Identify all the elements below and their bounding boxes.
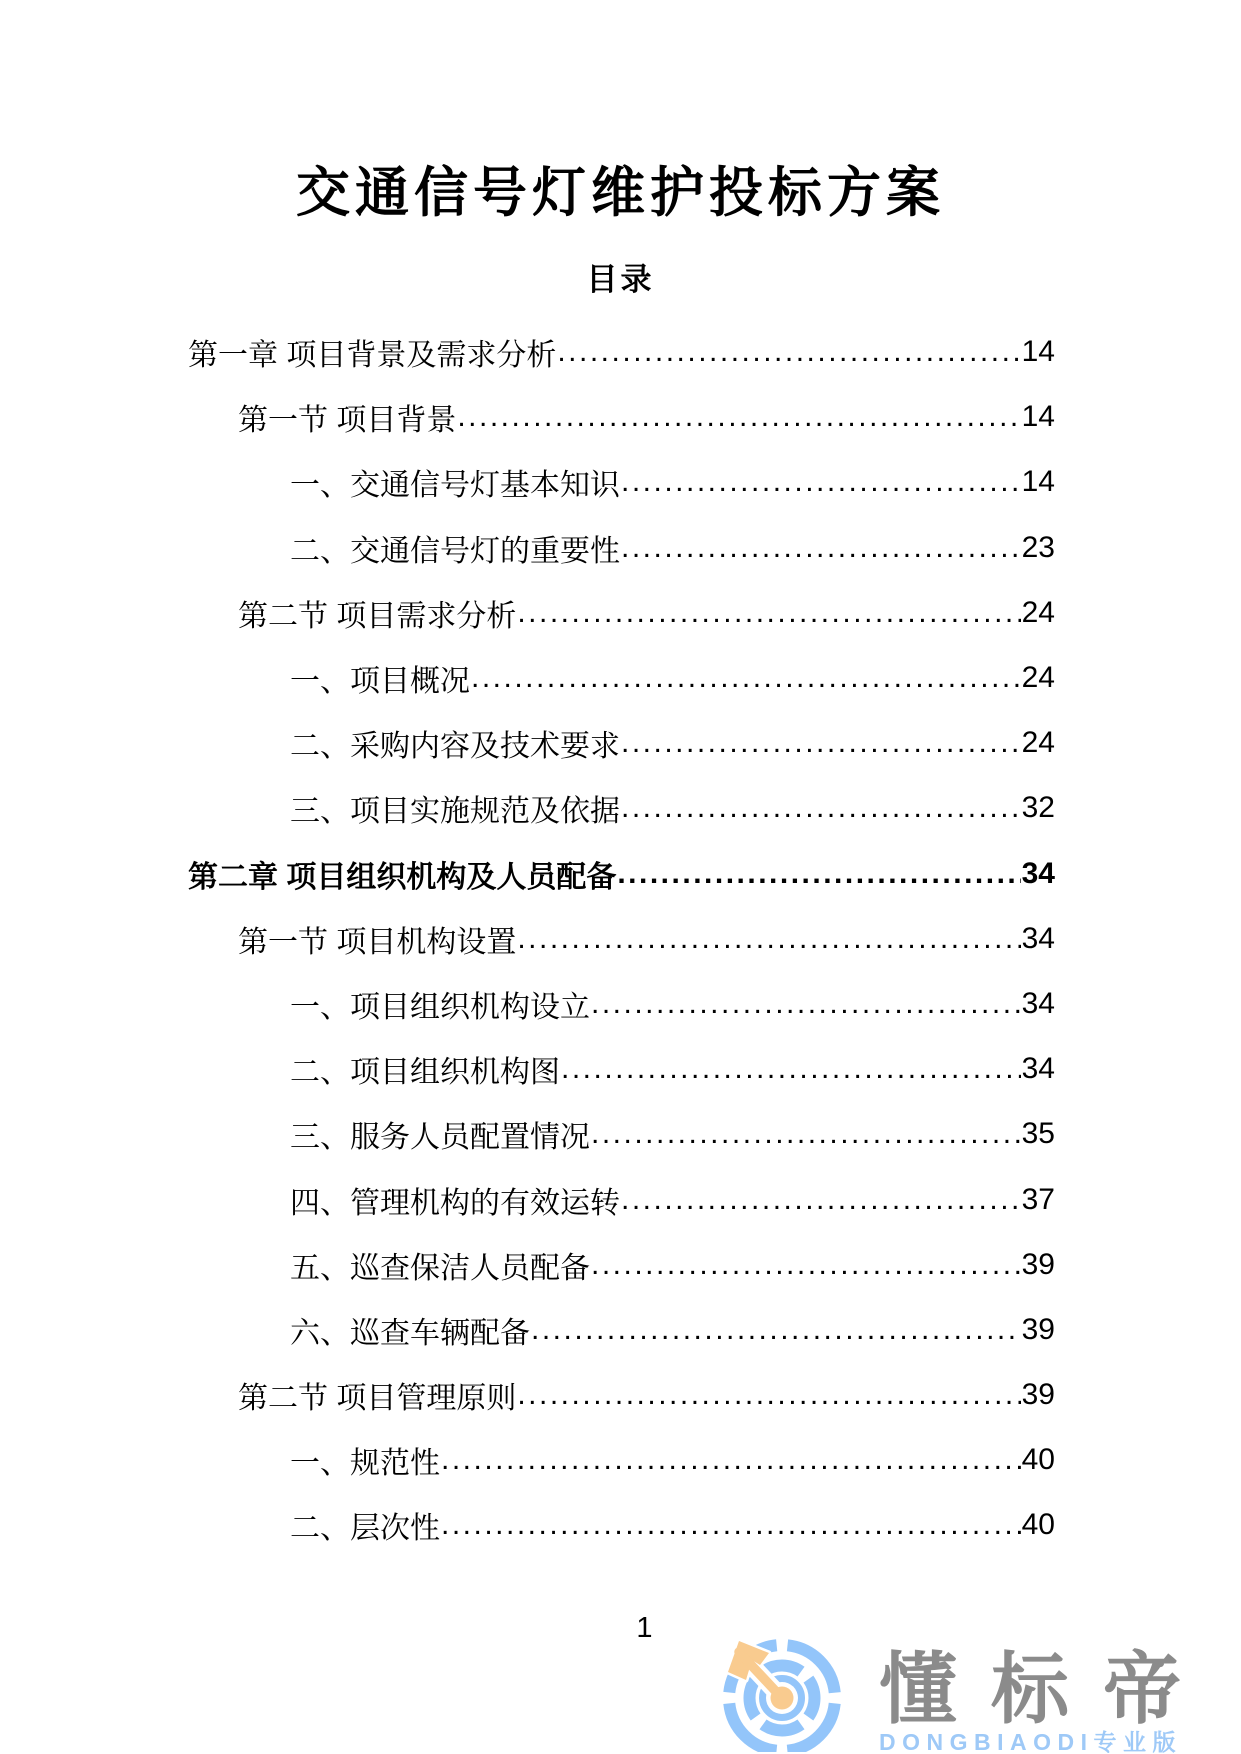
toc-entry-text: 第一节 项目机构设置 (238, 925, 517, 959)
toc-entry[interactable] (188, 971, 1055, 1036)
toc-entry[interactable] (188, 385, 1055, 450)
toc-entry[interactable] (188, 1362, 1055, 1427)
toc-entry-page: 39 (1021, 1378, 1055, 1412)
toc-entry-text: 三、项目实施规范及依据 (290, 795, 620, 829)
toc-entry-page: 34 (1021, 1052, 1055, 1086)
target-dart-icon (723, 1638, 841, 1752)
dot-leader (517, 922, 1020, 956)
dot-leader (621, 791, 1021, 825)
dot-leader (517, 1378, 1020, 1412)
toc-entry[interactable] (188, 906, 1055, 971)
document-title: 交通信号灯维护投标方案 (296, 163, 945, 223)
brand-text-block (879, 1638, 1215, 1754)
toc-entry-page: 32 (1021, 791, 1055, 825)
dot-leader (457, 400, 1020, 434)
toc-entry-page: 40 (1021, 1508, 1055, 1542)
brand-subtitle: DONGBIAODI专业版 (878, 1729, 1182, 1754)
dot-leader (617, 857, 1020, 891)
dot-leader (531, 1313, 1021, 1347)
dot-leader (621, 531, 1021, 565)
toc-entry-text: 二、采购内容及技术要求 (290, 730, 620, 764)
toc-heading: 目录 (586, 262, 655, 298)
toc-entry-text: 二、项目组织机构图 (290, 1056, 560, 1090)
toc-entry-text: 一、规范性 (290, 1447, 440, 1481)
toc-entry[interactable] (188, 776, 1055, 841)
toc-entry-text: 五、巡查保洁人员配备 (290, 1251, 590, 1285)
dot-leader (517, 596, 1020, 630)
toc-entry-page: 24 (1021, 726, 1055, 760)
toc-entry-page: 14 (1021, 465, 1055, 499)
toc-entry-text: 第二节 项目需求分析 (238, 599, 517, 633)
toc-entry-text: 四、管理机构的有效运转 (290, 1186, 620, 1220)
dot-leader (621, 726, 1021, 760)
toc-entry[interactable] (188, 1297, 1055, 1362)
toc-entry-text: 一、项目概况 (290, 665, 470, 699)
toc-entry-text: 第二章 项目组织机构及人员配备 (188, 860, 617, 894)
table-of-contents (188, 319, 1055, 1558)
toc-entry[interactable] (188, 711, 1055, 776)
toc-entry-text: 第一章 项目背景及需求分析 (188, 339, 557, 373)
toc-entry[interactable] (188, 515, 1055, 580)
page-number: 1 (636, 1612, 653, 1645)
toc-entry[interactable] (188, 645, 1055, 710)
toc-entry[interactable] (188, 1232, 1055, 1297)
dot-leader (471, 661, 1021, 695)
dot-leader (557, 335, 1020, 369)
toc-entry[interactable] (188, 1102, 1055, 1167)
toc-entry-text: 二、层次性 (290, 1512, 440, 1546)
toc-entry-page: 14 (1021, 335, 1055, 369)
toc-entry-page: 34 (1021, 921, 1055, 955)
toc-entry-text: 二、交通信号灯的重要性 (290, 534, 620, 568)
toc-entry[interactable] (188, 319, 1055, 384)
toc-entry-text: 第二节 项目管理原则 (238, 1382, 517, 1416)
toc-entry-page: 35 (1021, 1117, 1055, 1151)
dot-leader (441, 1508, 1021, 1542)
dot-leader (591, 1117, 1021, 1151)
toc-entry-page: 39 (1021, 1312, 1055, 1346)
toc-entry-page: 24 (1021, 595, 1055, 629)
toc-entry-text: 三、服务人员配置情况 (290, 1121, 590, 1155)
dot-leader (591, 987, 1021, 1021)
dot-leader (441, 1443, 1021, 1477)
dot-leader (621, 1183, 1021, 1217)
toc-entry[interactable] (188, 841, 1055, 906)
toc-entry-page: 40 (1021, 1443, 1055, 1477)
brand-name: 懂标帝 (878, 1645, 1215, 1733)
toc-entry-page: 34 (1021, 856, 1055, 890)
toc-entry-text: 一、交通信号灯基本知识 (290, 469, 620, 503)
toc-entry[interactable] (188, 1493, 1055, 1558)
toc-entry-page: 34 (1021, 986, 1055, 1020)
toc-entry-page: 24 (1021, 661, 1055, 695)
toc-entry-page: 14 (1021, 400, 1055, 434)
brand-watermark (723, 1638, 1215, 1754)
toc-entry-page: 39 (1021, 1247, 1055, 1281)
dot-leader (591, 1248, 1021, 1282)
toc-entry-text: 第一节 项目背景 (238, 404, 457, 438)
toc-entry[interactable] (188, 1037, 1055, 1102)
toc-entry-page: 23 (1021, 530, 1055, 564)
toc-entry-text: 六、巡查车辆配备 (290, 1316, 530, 1350)
toc-entry[interactable] (188, 450, 1055, 515)
toc-entry[interactable] (188, 1428, 1055, 1493)
toc-entry[interactable] (188, 1167, 1055, 1232)
dot-leader (561, 1052, 1021, 1086)
toc-entry[interactable] (188, 580, 1055, 645)
toc-entry-text: 一、项目组织机构设立 (290, 990, 590, 1024)
dot-leader (621, 465, 1021, 499)
toc-entry-page: 37 (1021, 1182, 1055, 1216)
